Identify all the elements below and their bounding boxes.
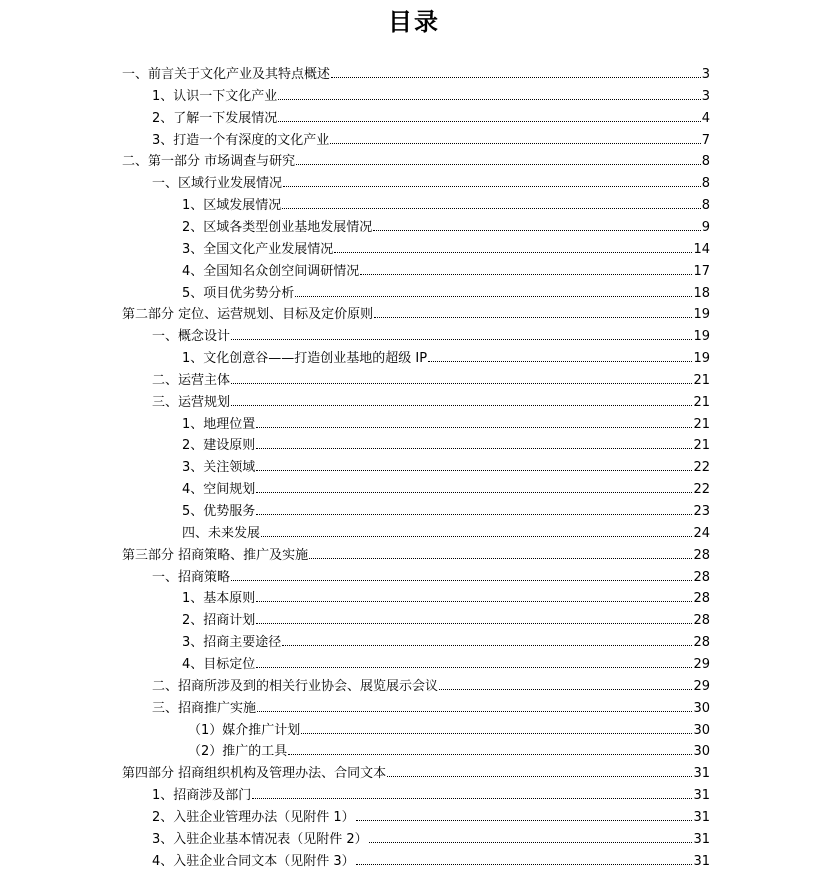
toc-entry-label: （2）推广的工具 — [188, 744, 288, 760]
toc-entry-label: 一、概念设计 — [152, 329, 231, 345]
toc-entry[interactable] — [182, 346, 710, 368]
toc-entry[interactable] — [152, 368, 710, 390]
toc-entry-page-number: 22 — [693, 460, 710, 476]
toc-entry[interactable] — [182, 433, 710, 455]
toc-entry[interactable] — [152, 171, 710, 193]
toc-entry-page-number: 28 — [693, 635, 710, 651]
dot-leader — [360, 259, 692, 275]
dot-leader — [369, 827, 693, 843]
toc-entry-label: 4、空间规划 — [182, 482, 256, 498]
toc-entry[interactable] — [152, 106, 710, 128]
toc-entry-label: 3、关注领域 — [182, 460, 256, 476]
dot-leader — [330, 128, 700, 144]
toc-entry[interactable] — [152, 783, 710, 805]
dot-leader — [256, 433, 692, 449]
dot-leader — [257, 696, 692, 712]
dot-leader — [278, 106, 700, 122]
dot-leader — [231, 565, 692, 581]
toc-entry-page-number: 31 — [693, 831, 710, 847]
toc-entry[interactable] — [182, 652, 710, 674]
toc-entry-page-number: 7 — [701, 132, 710, 148]
toc-entry-label: 4、目标定位 — [182, 656, 256, 672]
dot-leader — [295, 281, 692, 297]
toc-entry-label: 四、未来发展 — [182, 525, 261, 541]
dot-leader — [256, 608, 692, 624]
toc-entry-page-number: 8 — [701, 176, 710, 192]
toc-entry-label: 一、前言关于文化产业及其特点概述 — [122, 67, 331, 82]
toc-entry-label: 2、了解一下发展情况 — [152, 110, 278, 126]
toc-entry[interactable] — [182, 521, 710, 543]
toc-entry[interactable] — [152, 805, 710, 827]
toc-entry-label: 1、文化创意谷——打造创业基地的超级 IP — [182, 351, 428, 367]
toc-entry-label: 3、入驻企业基本情况表（见附件 2） — [152, 831, 368, 847]
toc-entry-page-number: 9 — [701, 219, 710, 235]
toc-entry[interactable] — [122, 302, 710, 324]
toc-entry-page-number: 17 — [693, 263, 710, 279]
dot-leader — [373, 215, 700, 231]
toc-entry-page-number: 22 — [693, 482, 710, 498]
dot-leader — [256, 499, 692, 515]
toc-entry-label: 第四部分 招商组织机构及管理办法、合同文本 — [122, 766, 387, 782]
toc-entry[interactable] — [188, 718, 710, 740]
toc-entry[interactable] — [182, 586, 710, 608]
dot-leader — [261, 521, 692, 537]
dot-leader — [252, 783, 692, 799]
toc-entry-label: （1）媒介推广计划 — [188, 722, 301, 738]
toc-entry-page-number: 30 — [693, 744, 710, 760]
toc-entry-label: 3、打造一个有深度的文化产业 — [152, 132, 330, 148]
toc-entry[interactable] — [152, 390, 710, 412]
toc-entry[interactable] — [182, 412, 710, 434]
toc-entry[interactable] — [182, 608, 710, 630]
toc-entry[interactable] — [152, 849, 710, 871]
toc-entry[interactable] — [152, 674, 710, 696]
toc-entry-page-number: 19 — [693, 329, 710, 345]
toc-entry-label: 1、基本原则 — [182, 591, 256, 607]
dot-leader — [231, 368, 692, 384]
toc-entry[interactable] — [152, 128, 710, 150]
dot-leader — [331, 62, 701, 78]
dot-leader — [387, 761, 692, 777]
toc-entry-label: 1、区域发展情况 — [182, 198, 282, 214]
toc-entry-label: 三、运营规划 — [152, 394, 231, 410]
toc-entry-page-number: 8 — [701, 154, 710, 170]
toc-entry-page-number: 19 — [693, 351, 710, 367]
toc-entry-page-number: 14 — [693, 241, 710, 257]
toc-entry-label: 2、建设原则 — [182, 438, 256, 454]
dot-leader — [296, 149, 701, 165]
dot-leader — [356, 849, 693, 865]
dot-leader — [309, 543, 692, 559]
toc-entry-page-number: 31 — [693, 809, 710, 825]
dot-leader — [283, 171, 701, 187]
toc-entry[interactable] — [152, 324, 710, 346]
toc-entry-page-number: 8 — [701, 198, 710, 214]
dot-leader — [231, 324, 692, 340]
toc-entry[interactable] — [152, 696, 710, 718]
toc-entry[interactable] — [182, 477, 710, 499]
dot-leader — [356, 805, 693, 821]
toc-entry-label: 2、区域各类型创业基地发展情况 — [182, 219, 373, 235]
toc-entry-page-number: 28 — [693, 591, 710, 607]
toc-entry-page-number: 28 — [693, 569, 710, 585]
dot-leader — [301, 718, 692, 734]
toc-entry-page-number: 29 — [693, 678, 710, 694]
toc-entry[interactable] — [188, 739, 710, 761]
toc-entry-label: 5、项目优劣势分析 — [182, 285, 295, 301]
toc-entry[interactable] — [152, 84, 710, 106]
toc-entry-page-number: 30 — [693, 700, 710, 716]
dot-leader — [256, 477, 692, 493]
toc-entry[interactable] — [182, 237, 710, 259]
toc-entry-page-number: 31 — [693, 766, 710, 782]
toc-entry-page-number: 24 — [693, 525, 710, 541]
toc-entry-label: 4、入驻企业合同文本（见附件 3） — [152, 853, 355, 869]
toc-entry[interactable] — [182, 281, 710, 303]
toc-entry[interactable] — [182, 630, 710, 652]
toc-entry[interactable] — [152, 827, 710, 849]
toc-entry-label: 二、招商所涉及到的相关行业协会、展览展示会议 — [152, 678, 439, 694]
toc-entry-label: 三、招商推广实施 — [152, 700, 257, 716]
toc-entry[interactable] — [122, 761, 710, 783]
toc-entry-label: 第二部分 定位、运营规划、目标及定价原则 — [122, 307, 374, 323]
page-title: 目录 — [388, 8, 440, 36]
dot-leader — [231, 390, 692, 406]
toc-entry-label: 一、招商策略 — [152, 569, 231, 585]
dot-leader — [256, 412, 692, 428]
toc-entry[interactable] — [182, 455, 710, 477]
dot-leader — [439, 674, 692, 690]
toc-entry[interactable] — [182, 193, 710, 215]
dot-leader — [288, 739, 692, 755]
toc-entry-label: 2、入驻企业管理办法（见附件 1） — [152, 809, 355, 825]
toc-entry[interactable] — [182, 259, 710, 281]
toc-entry-label: 5、优势服务 — [182, 504, 256, 519]
toc-entry-page-number: 31 — [693, 853, 710, 869]
toc-entry-page-number: 21 — [693, 372, 710, 388]
toc-entry-page-number: 18 — [693, 285, 710, 301]
dot-leader — [282, 630, 692, 646]
dot-leader — [278, 84, 700, 100]
dot-leader — [256, 586, 692, 602]
toc-entry-label: 第三部分 招商策略、推广及实施 — [122, 547, 309, 563]
toc-entry-page-number: 31 — [693, 788, 710, 804]
dot-leader — [282, 193, 700, 209]
toc-entry-page-number: 23 — [693, 504, 710, 519]
dot-leader — [256, 652, 692, 668]
toc-entry-label: 1、招商涉及部门 — [152, 788, 252, 804]
toc-entry-page-number: 28 — [693, 547, 710, 563]
toc-entry-label: 2、招商计划 — [182, 613, 256, 629]
toc-entry[interactable] — [152, 565, 710, 587]
dot-leader — [374, 302, 692, 318]
toc-entry-page-number: 29 — [693, 656, 710, 672]
toc-entry[interactable] — [122, 543, 710, 565]
toc-entry-page-number: 30 — [693, 722, 710, 738]
toc-entry-label: 1、地理位置 — [182, 416, 256, 432]
toc-entry-label: 二、运营主体 — [152, 372, 231, 388]
toc-entry-page-number: 4 — [701, 110, 710, 126]
toc-entry-page-number: 3 — [701, 88, 710, 104]
toc-entry-page-number: 3 — [701, 67, 710, 82]
toc-entry-label: 一、区域行业发展情况 — [152, 176, 283, 192]
toc-entry-label: 二、第一部分 市场调查与研究 — [122, 154, 296, 170]
toc-entry-label: 3、招商主要途径 — [182, 635, 282, 651]
dot-leader — [334, 237, 692, 253]
toc-entry-page-number: 28 — [693, 613, 710, 629]
toc-entry[interactable] — [122, 62, 710, 84]
toc-entry-label: 1、认识一下文化产业 — [152, 88, 278, 104]
toc-entry[interactable] — [182, 499, 710, 521]
toc-entry[interactable] — [182, 215, 710, 237]
dot-leader — [428, 346, 692, 362]
toc-entry-page-number: 19 — [693, 307, 710, 323]
toc-entry[interactable] — [122, 149, 710, 171]
toc-entry-label: 4、全国知名众创空间调研情况 — [182, 263, 360, 279]
toc-entry-page-number: 21 — [693, 416, 710, 432]
toc-entry-label: 3、全国文化产业发展情况 — [182, 241, 334, 257]
dot-leader — [256, 455, 692, 471]
toc-entry-page-number: 21 — [693, 438, 710, 454]
toc-entry-page-number: 21 — [693, 394, 710, 410]
